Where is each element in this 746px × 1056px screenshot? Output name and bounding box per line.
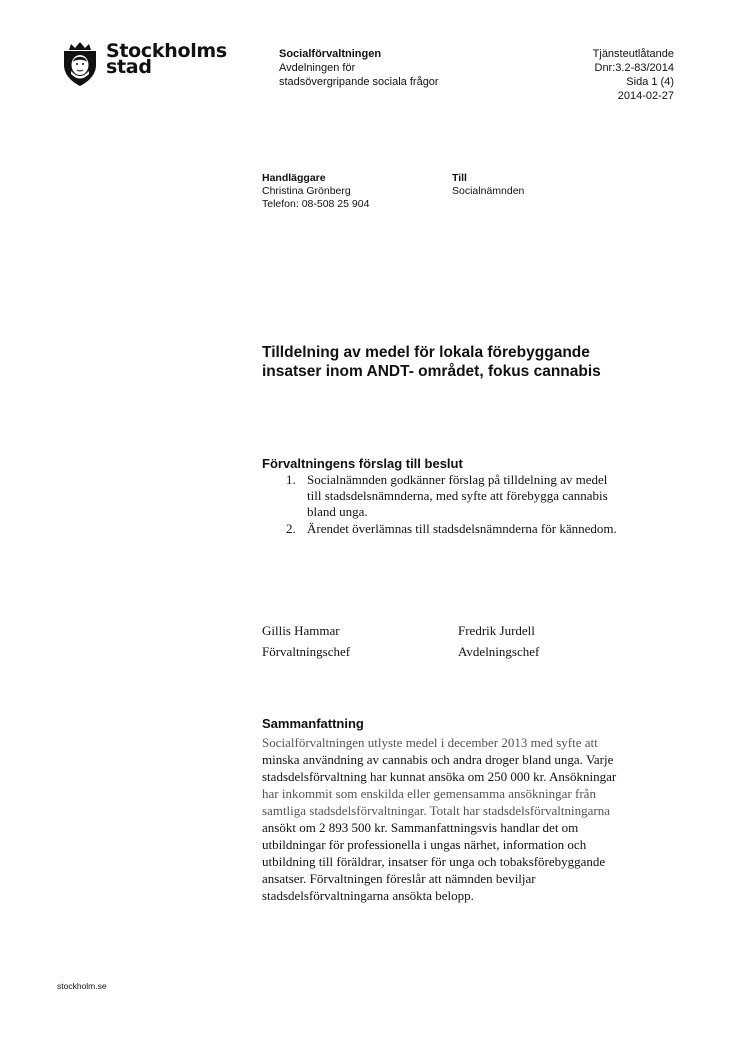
department-block: [279, 47, 439, 89]
proposal-item: [262, 472, 702, 520]
document-title: [262, 343, 682, 381]
summary-line: utbildningar för professionella i ungas närhet, information och: [262, 837, 587, 852]
logo-line-1: Stockholms: [106, 40, 227, 62]
division-line-2: stadsövergripande sociala frågor: [279, 76, 439, 88]
stockholm-crest-icon: [60, 41, 100, 87]
document-number: Dnr:3.2-83/2014: [594, 62, 674, 74]
handler-name: Christina Grönberg: [262, 185, 351, 197]
proposal-item-text: Socialnämnden godkänner förslag på tilldelning av medel: [307, 472, 608, 487]
proposal-item: [262, 521, 702, 537]
summary-line: Socialförvaltningen utlyste medel i december 2013 med syfte att: [262, 735, 598, 750]
summary-line: har inkommit som enskilda eller gemensamma ansökningar från: [262, 786, 596, 801]
division-line-1: Avdelningen för: [279, 62, 356, 74]
page-number: Sida 1 (4): [626, 76, 674, 88]
proposal-list: [262, 472, 702, 538]
department-name: Socialförvaltningen: [279, 48, 382, 60]
handler-phone: Telefon: 08-508 25 904: [262, 197, 370, 210]
title-line-2: insatser inom ANDT- området, fokus cannabis: [262, 363, 601, 380]
summary-heading: Sammanfattning: [262, 716, 364, 731]
signatory-name: Fredrik Jurdell: [458, 623, 535, 638]
proposal-item-text: bland unga.: [307, 504, 368, 519]
proposal-item-number: 2.: [286, 521, 296, 536]
document-date: 2014-02-27: [617, 90, 674, 102]
document-meta: [593, 47, 674, 103]
proposal-item-text: Ärendet överlämnas till stadsdelsnämnderna för kännedom.: [307, 521, 617, 536]
logo-line-2: stad: [106, 56, 152, 78]
signatory-name: Gillis Hammar: [262, 623, 340, 638]
proposal-heading: Förvaltningens förslag till beslut: [262, 456, 463, 471]
document-type: Tjänsteutlåtande: [592, 48, 674, 60]
proposal-item-text: till stadsdelsnämnderna, med syfte att förebygga cannabis: [307, 488, 608, 503]
footer-website: stockholm.se: [57, 981, 107, 991]
summary-line: utbildning till föräldrar, insatser för unga och tobaksförebyggande: [262, 854, 606, 869]
signatory-role: Förvaltningschef: [262, 644, 351, 659]
recipient-value: Socialnämnden: [452, 185, 525, 197]
recipient-label: Till: [452, 172, 467, 184]
summary-line: ansatser. Förvaltningen föreslår att nämnden beviljar: [262, 871, 536, 886]
summary-line: stadsdelsförvaltningarna ansökta belopp.: [262, 888, 474, 903]
summary-line: ansökt om 2 893 500 kr. Sammanfattningsvis handlar det om: [262, 820, 579, 835]
stockholm-logo: [60, 40, 227, 89]
summary-line: samtliga stadsdelsförvaltningar. Totalt har stadsdelsförvaltningarna: [262, 803, 610, 818]
handler-label: Handläggare: [262, 172, 326, 184]
signatory-role: Avdelningschef: [458, 644, 540, 659]
recipient-block: [452, 172, 524, 198]
handler-block: [262, 172, 369, 210]
summary-line: stadsdelsförvaltning har kunnat ansöka om 250 000 kr. Ansökningar: [262, 769, 617, 784]
signature-2: [458, 623, 539, 660]
signature-1: [262, 623, 350, 660]
proposal-item-number: 1.: [286, 472, 296, 487]
title-line-1: Tilldelning av medel för lokala förebyggande: [262, 344, 590, 361]
logo-wordmark: [106, 40, 227, 78]
summary-body: [262, 734, 682, 904]
summary-line: minska användning av cannabis och andra droger bland unga. Varje: [262, 752, 614, 767]
